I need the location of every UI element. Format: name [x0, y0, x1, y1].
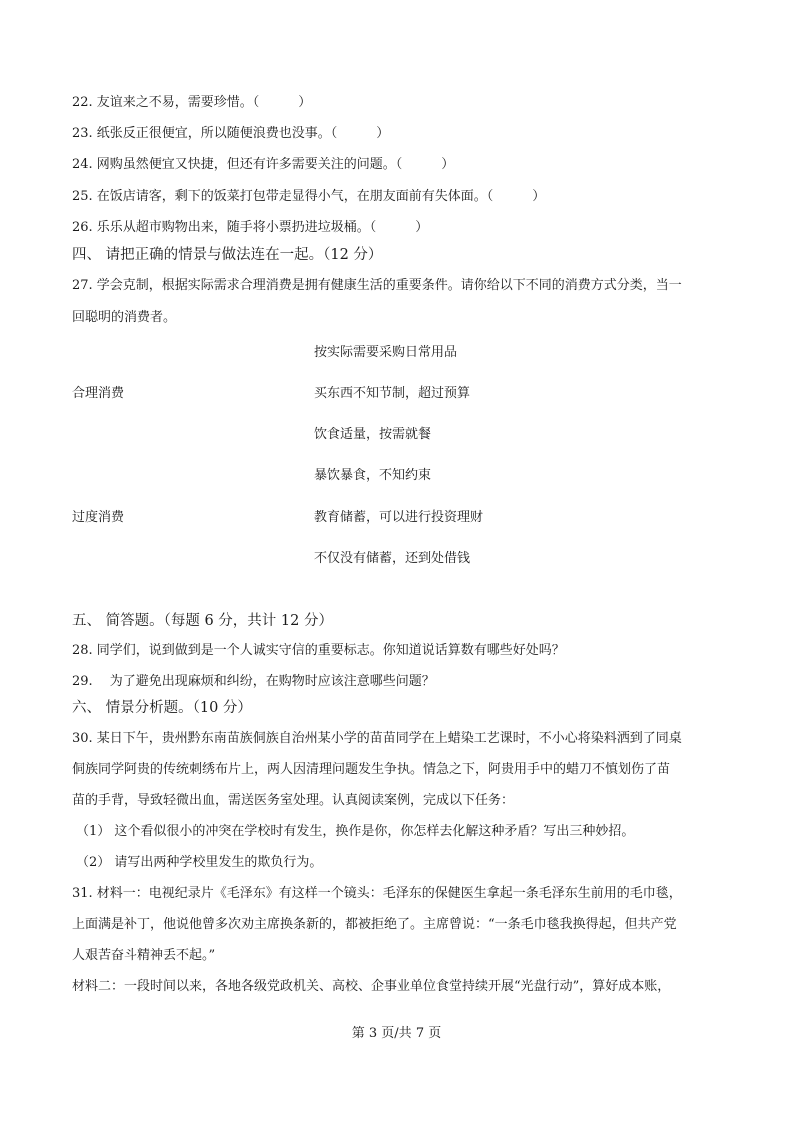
section-5-title: 五、 简答题。（每题 6 分，共计 12 分）	[72, 613, 333, 629]
match-option-1: 按实际需要采购日常用品	[314, 345, 458, 360]
section-6-title: 六、 情景分析题。（10 分）	[72, 700, 252, 716]
match-option-4: 暴饮暴食，不知约束	[314, 468, 432, 483]
section-4-title: 四、 请把正确的情景与做法连在一起。（12 分）	[72, 247, 383, 263]
question-23: 23. 纸张反正很便宜，所以随便浪费也没事。（ ）	[72, 126, 390, 141]
question-31-line1: 31. 材料一：电视纪录片《毛泽东》有这样一个镜头：毛泽东的保健医生拿起一条毛泽东生前用的毛巾毯，	[72, 886, 682, 901]
question-26: 26. 乐乐从超市购物出来，随手将小票扔进垃圾桶。（ ）	[72, 220, 429, 235]
match-category-excessive: 过度消费	[72, 510, 125, 525]
question-27-line2: 回聪明的消费者。	[72, 310, 177, 325]
question-22: 22. 友谊来之不易，需要珍惜。（ ）	[72, 95, 312, 110]
question-31-line2: 上面满是补丁，他说他曾多次劝主席换条新的，都被拒绝了。主席曾说：“一条毛巾毯我换得起，但共产党	[72, 917, 677, 932]
question-31-line4: 材料二：一段时间以来，各地各级党政机关、高校、企事业单位食堂持续开展“光盘行动”，算好成本账，	[72, 979, 671, 994]
question-24: 24. 网购虽然便宜又快捷，但还有许多需要关注的问题。（ ）	[72, 157, 455, 172]
question-29: 29. 为了避免出现麻烦和纠纷，在购物时应该注意哪些问题？	[72, 674, 435, 689]
question-31-line3: 人艰苦奋斗精神丢不起。”	[72, 948, 216, 963]
question-30-line3: 苗的手背，导致轻微出血，需送医务室处理。认真阅读案例，完成以下任务：	[72, 793, 515, 808]
match-option-3: 饮食适量，按需就餐	[314, 427, 432, 442]
question-30-task1: （1） 这个看似很小的冲突在学校时有发生，换作是你，你怎样去化解这种矛盾？写出三种妙招。	[76, 824, 635, 839]
question-30-task2: （2） 请写出两种学校里发生的欺负行为。	[76, 855, 323, 870]
question-28: 28. 同学们，说到做到是一个人诚实守信的重要标志。你知道说话算数有哪些好处吗？	[72, 643, 565, 658]
page-number: 第 3 页/共 7 页	[351, 1026, 442, 1041]
match-option-5: 教育储蓄，可以进行投资理财	[314, 510, 484, 525]
match-option-2: 买东西不知节制，超过预算	[314, 386, 471, 401]
match-category-rational: 合理消费	[72, 386, 125, 401]
question-30-line1: 30. 某日下午，贵州黔东南苗族侗族自治州某小学的苗苗同学在上蜡染工艺课时，不小心将染料洒到了同桌	[72, 731, 682, 746]
question-27-line1: 27. 学会克制，根据实际需求合理消费是拥有健康生活的重要条件。请你给以下不同的消费方式分类，当一	[72, 278, 682, 293]
match-option-6: 不仅没有储蓄，还到处借钱	[314, 551, 471, 566]
question-30-line2: 侗族同学阿贵的传统刺绣布片上，两人因清理问题发生争执。情急之下，阿贵用手中的蜡刀不慎划伤了苗	[72, 762, 671, 777]
question-25: 25. 在饭店请客，剩下的饭菜打包带走显得小气，在朋友面前有失体面。（ ）	[72, 189, 546, 204]
